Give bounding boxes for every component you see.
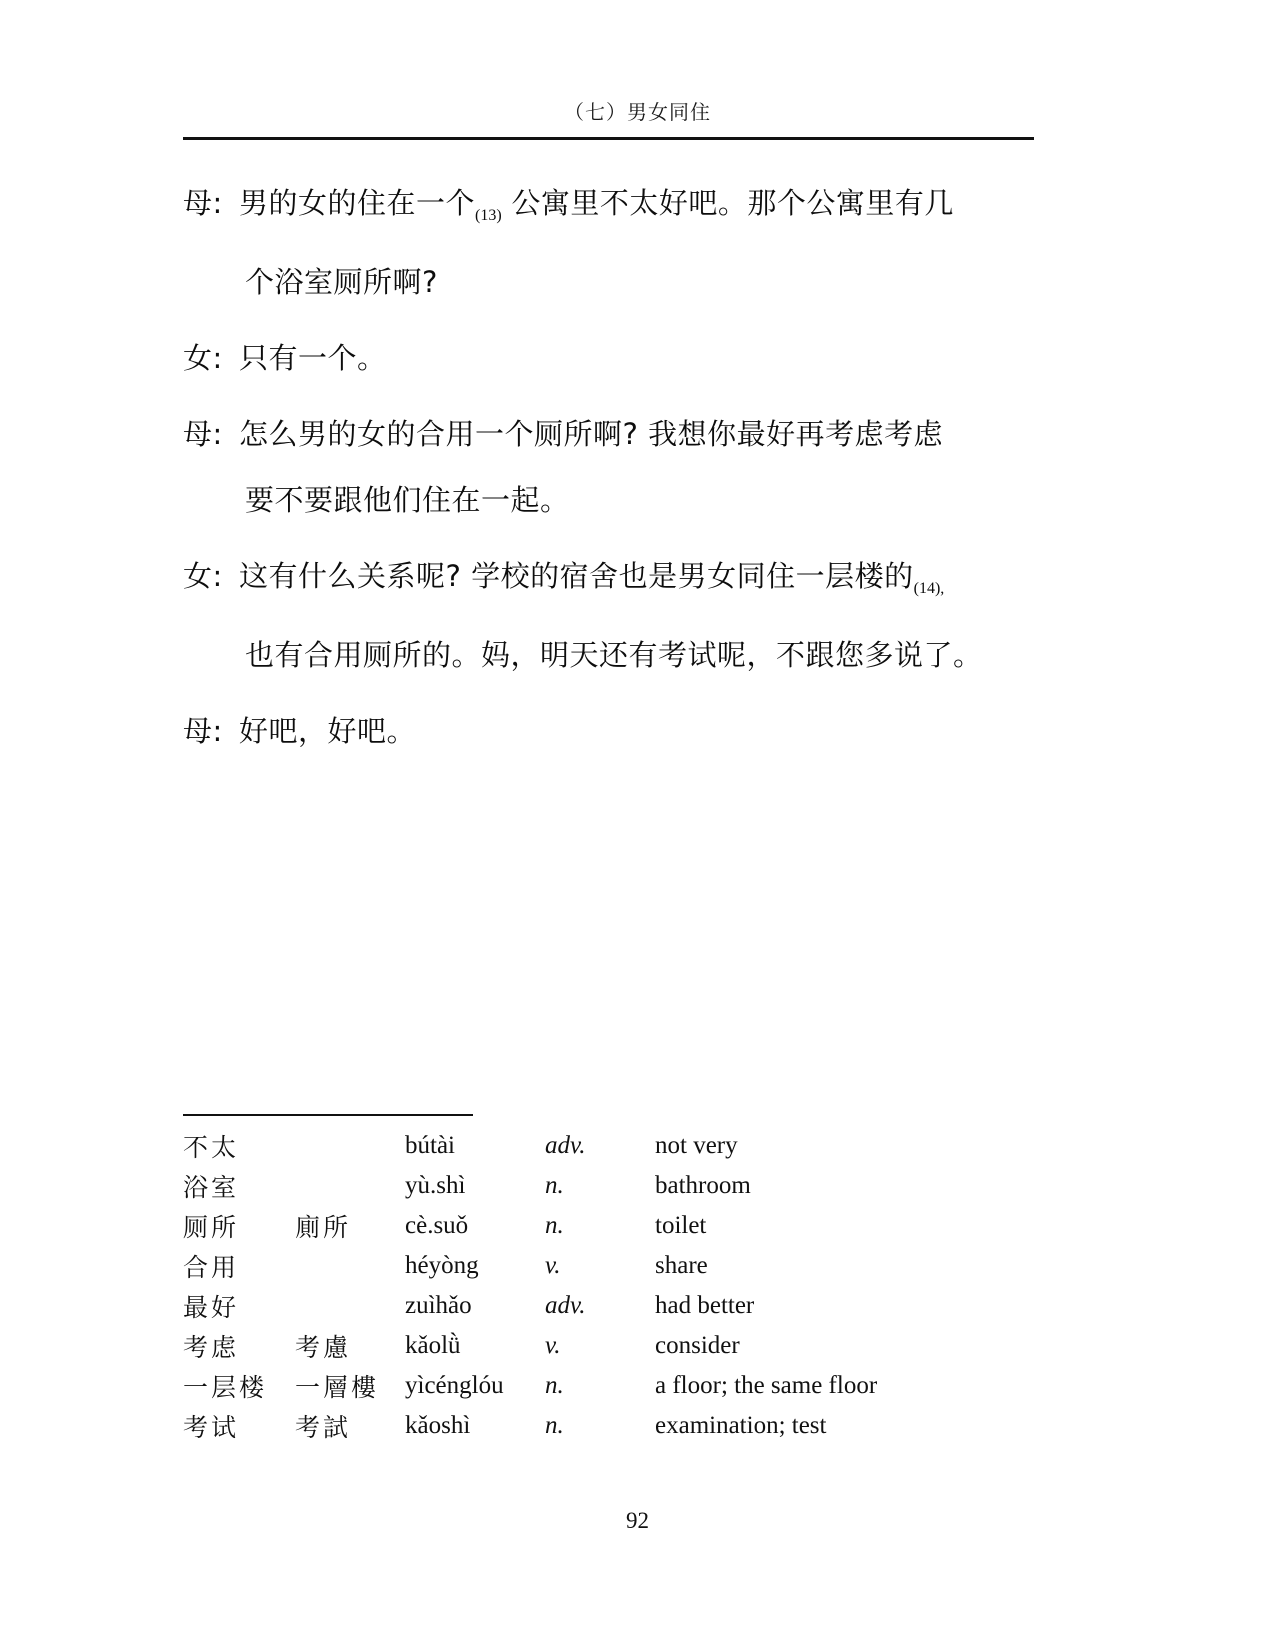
vocabulary-divider-rule [183,1114,473,1116]
vocabulary-definition: had better [655,1292,755,1319]
dialogue-line [183,543,1043,622]
vocabulary-traditional: 考試 [295,1413,352,1442]
vocabulary-row [183,1326,1043,1366]
vocabulary-row [183,1206,1043,1246]
vocabulary-part-of-speech: adv. [545,1292,586,1319]
vocabulary-simplified: 最好 [183,1293,240,1322]
vocabulary-definition: consider [655,1332,740,1359]
vocabulary-pinyin: bútài [405,1132,455,1159]
vocabulary-traditional: 廁所 [295,1213,352,1242]
vocabulary-traditional [295,1126,405,1166]
dialogue-turn [183,170,1043,315]
dialogue-speaker-label: 母: [183,416,223,451]
vocabulary-row [183,1406,1043,1446]
dialogue-line [183,401,1043,467]
header-divider-rule [183,137,1034,140]
vocabulary-definition: share [655,1252,708,1279]
page-number: 92 [626,1508,649,1533]
vocabulary-row [183,1126,1043,1166]
dialogue-line-continuation [183,467,1043,533]
vocabulary-definition: examination; test [655,1412,827,1439]
vocabulary-pinyin: kǎoshì [405,1412,471,1439]
vocabulary-simplified: 合用 [183,1253,240,1282]
vocabulary-pinyin: zuìhǎo [405,1292,472,1319]
dialogue-speaker-label: 母: [183,713,223,748]
dialogue-turn [183,698,1043,764]
vocabulary-table [183,1126,1043,1446]
dialogue-text: 这有什么关系呢? 学校的宿舍也是男女同住一层楼的 [239,558,914,593]
vocabulary-definition: a floor; the same floor [655,1372,878,1399]
vocabulary-row [183,1246,1043,1286]
vocabulary-simplified: 厕所 [183,1213,240,1242]
dialogue-text: 个浴室厕所啊? [245,264,438,299]
vocabulary-part-of-speech: n. [545,1412,564,1439]
vocabulary-simplified: 浴室 [183,1173,240,1202]
vocabulary-part-of-speech: v. [545,1252,561,1279]
dialogue-turn [183,543,1043,688]
vocabulary-simplified: 一层楼 [183,1373,268,1402]
dialogue-turn [183,401,1043,533]
running-head: （七）男女同住 [564,100,711,124]
vocabulary-traditional [295,1246,405,1286]
vocabulary-part-of-speech: v. [545,1332,561,1359]
dialogue-line-continuation [183,622,1043,688]
vocabulary-traditional [295,1166,405,1206]
vocabulary-part-of-speech: n. [545,1212,564,1239]
vocabulary-definition: not very [655,1132,738,1159]
footnote-marker: (13) [475,206,502,224]
dialogue-speaker-label: 女: [183,558,223,593]
vocabulary-row [183,1166,1043,1206]
vocabulary-simplified: 不太 [183,1133,240,1162]
dialogue-line [183,325,1043,391]
footnote-marker: (14), [913,579,945,597]
vocabulary-row [183,1366,1043,1406]
dialogue-speaker-label: 母: [183,186,223,220]
dialogue-text: 要不要跟他们住在一起。 [245,482,570,517]
vocabulary-pinyin: cè.suǒ [405,1212,469,1239]
vocabulary-simplified: 考虑 [183,1333,240,1362]
vocabulary-part-of-speech: n. [545,1372,564,1399]
dialogue-line [183,170,1043,249]
vocabulary-pinyin: yù.shì [405,1172,466,1199]
vocabulary-traditional: 考慮 [295,1333,352,1362]
vocabulary-traditional: 一層樓 [295,1373,380,1402]
vocabulary-pinyin: yìcénglóu [405,1372,504,1399]
dialogue-line-continuation [183,249,1043,315]
dialogue-text: 好吧，好吧。 [239,713,417,748]
dialogue-speaker-label: 女: [183,340,223,375]
vocabulary-traditional [295,1286,405,1326]
vocabulary-part-of-speech: n. [545,1172,564,1199]
vocabulary-definition: toilet [655,1212,707,1239]
dialogue-line [183,698,1043,764]
dialogue-body [183,170,1043,774]
vocabulary-table-body [183,1126,1043,1446]
dialogue-text: 男的女的住在一个 [239,186,476,220]
dialogue-text: 也有合用厕所的。妈，明天还有考试呢，不跟您多说了。 [245,637,983,672]
vocabulary-definition: bathroom [655,1172,751,1199]
vocabulary-part-of-speech: adv. [545,1132,586,1159]
dialogue-text: 怎么男的女的合用一个厕所啊? 我想你最好再考虑考虑 [239,416,944,451]
vocabulary-row [183,1286,1043,1326]
dialogue-text: 公寓里不太好吧。那个公寓里有几 [501,186,954,220]
vocabulary-pinyin: kǎolǜ [405,1332,461,1359]
dialogue-turn [183,325,1043,391]
vocabulary-simplified: 考试 [183,1413,240,1442]
dialogue-text: 只有一个。 [239,340,387,375]
vocabulary-pinyin: héyòng [405,1252,479,1279]
